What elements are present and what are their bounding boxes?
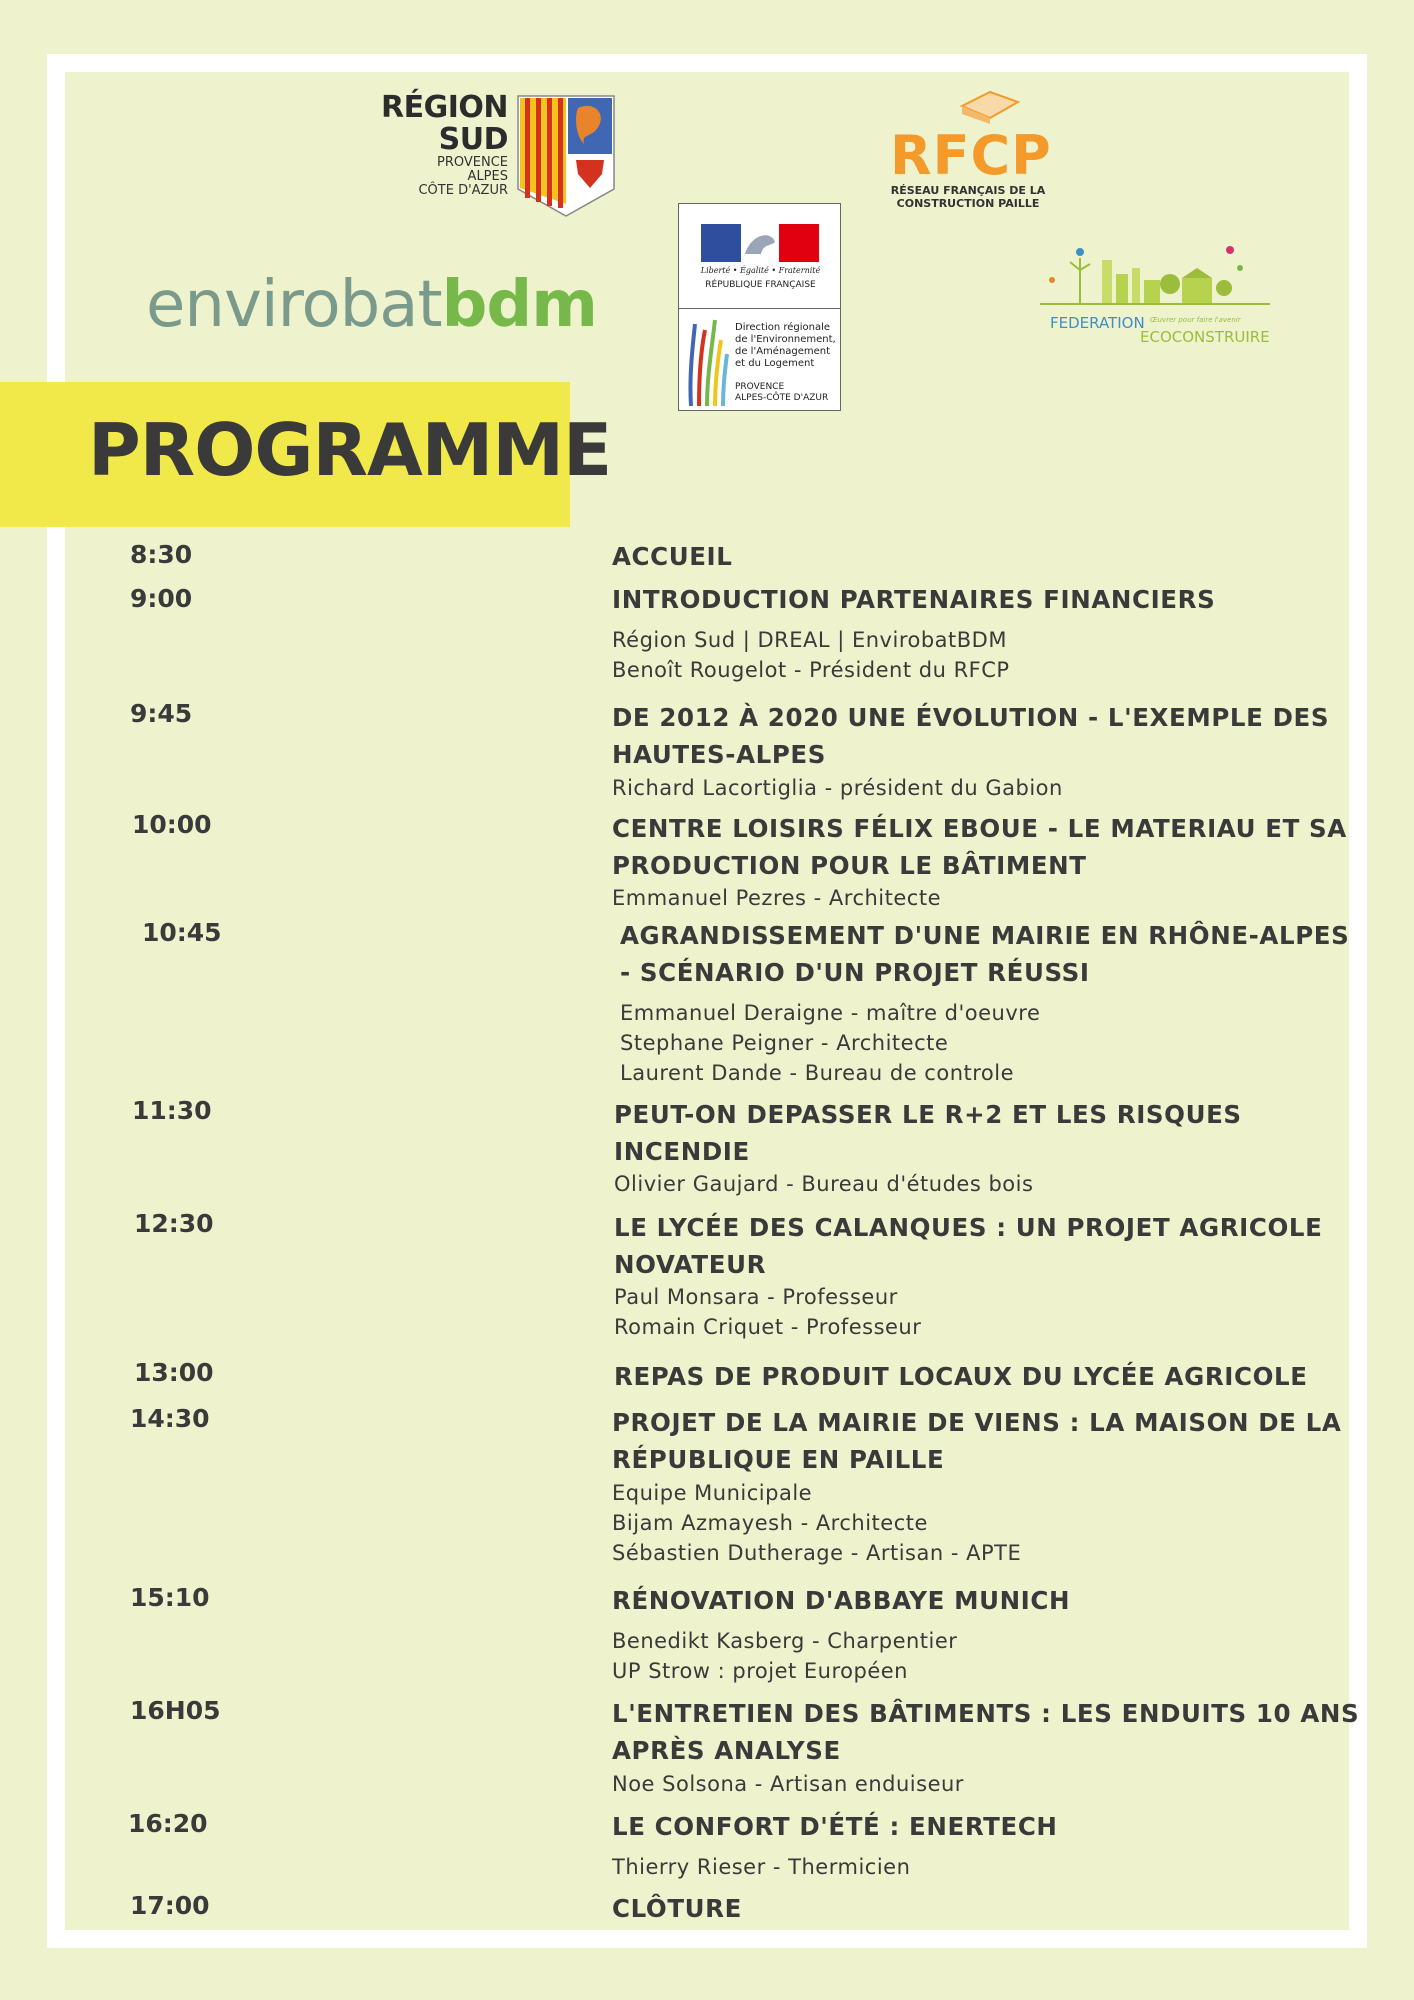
session-title: INCENDIE <box>614 1137 750 1166</box>
session-title: - SCÉNARIO D'UN PROJET RÉUSSI <box>620 958 1090 987</box>
session-title: INTRODUCTION PARTENAIRES FINANCIERS <box>612 585 1216 614</box>
programme-title: PROGRAMME <box>88 408 612 492</box>
region-shield-icon <box>516 94 616 218</box>
schedule-time: 13:00 <box>134 1358 214 1387</box>
dreal-province-line2: ALPES-CÔTE D'AZUR <box>735 393 829 403</box>
schedule-time: 16:20 <box>128 1809 208 1838</box>
session-speaker: Emmanuel Pezres - Architecte <box>612 886 941 910</box>
rfcp-acronym: RFCP <box>890 124 1052 187</box>
schedule-time: 15:10 <box>130 1583 210 1612</box>
session-speaker: Equipe Municipale <box>612 1481 813 1505</box>
dreal-province <box>735 382 839 404</box>
session-speaker: Sébastien Dutherage - Artisan - APTE <box>612 1541 1022 1565</box>
session-title: RÉPUBLIQUE EN PAILLE <box>612 1445 945 1474</box>
dreal-province-line1: PROVENCE <box>735 382 785 392</box>
rfcp-subtitle <box>888 184 1048 210</box>
bdm-wordmark: bdm <box>441 268 597 342</box>
session-title: PRODUCTION POUR LE BÂTIMENT <box>612 851 1087 880</box>
session-speaker: Romain Criquet - Professeur <box>614 1315 922 1339</box>
session-speaker: Richard Lacortiglia - président du Gabion <box>612 776 1063 800</box>
dreal-stripes-icon <box>685 314 729 406</box>
republique-motto: Liberté • Égalité • Fraternité <box>700 266 821 275</box>
schedule-time: 17:00 <box>130 1891 210 1920</box>
session-title: L'ENTRETIEN DES BÂTIMENTS : LES ENDUITS 10 ANS <box>612 1699 1360 1728</box>
rfcp-subtitle-line1: RÉSEAU FRANÇAIS DE LA <box>890 184 1046 197</box>
session-speaker: Bijam Azmayesh - Architecte <box>612 1511 928 1535</box>
dreal-logo <box>678 203 841 411</box>
session-title: PROJET DE LA MAIRIE DE VIENS : LA MAISON DE LA <box>612 1408 1342 1437</box>
eco-ecoconstruire-label: ECOCONSTRUIRE <box>1140 328 1270 346</box>
schedule-time: 11:30 <box>132 1096 212 1125</box>
envirobat-bdm-logo <box>146 268 597 342</box>
schedule-time: 10:45 <box>142 918 222 947</box>
session-speaker: Paul Monsara - Professeur <box>614 1285 898 1309</box>
session-speaker: Thierry Rieser - Thermicien <box>612 1855 911 1879</box>
session-speaker: Benedikt Kasberg - Charpentier <box>612 1629 958 1653</box>
session-speaker: Emmanuel Deraigne - maître d'oeuvre <box>620 1001 1041 1025</box>
logo-divider <box>679 308 840 309</box>
schedule-time: 16H05 <box>130 1696 221 1725</box>
eco-tagline: Œuvrer pour faire l'avenir <box>1150 316 1241 324</box>
eco-federation-label: FEDERATION <box>1050 314 1145 332</box>
session-title: CLÔTURE <box>612 1894 742 1923</box>
programme-banner <box>0 382 612 527</box>
session-title: ACCUEIL <box>612 542 733 571</box>
schedule-time: 10:00 <box>132 810 212 839</box>
dreal-direction: Direction régionale de l'Environnement, de l'Aménagement et du Logement <box>735 322 836 369</box>
session-speaker: Laurent Dande - Bureau de controle <box>620 1061 1015 1085</box>
session-title: APRÈS ANALYSE <box>612 1736 841 1765</box>
schedule-time: 12:30 <box>134 1209 214 1238</box>
session-title: DE 2012 À 2020 UNE ÉVOLUTION - L'EXEMPLE DES <box>612 703 1330 732</box>
session-speaker: Noe Solsona - Artisan enduiseur <box>612 1772 964 1796</box>
rfcp-logo <box>880 88 1050 208</box>
region-name-line2: SUD <box>438 122 508 157</box>
marianne-flag-icon <box>701 224 819 262</box>
session-title: HAUTES-ALPES <box>612 740 826 769</box>
region-sub3: CÔTE D'AZUR <box>418 183 508 198</box>
region-sud-logo-text <box>368 92 508 198</box>
region-sub1: PROVENCE <box>437 155 508 170</box>
session-title: REPAS DE PRODUIT LOCAUX DU LYCÉE AGRICOLE <box>614 1362 1308 1391</box>
session-title: LE CONFORT D'ÉTÉ : ENERTECH <box>612 1812 1058 1841</box>
session-speaker: Benoît Rougelot - Président du RFCP <box>612 658 1010 682</box>
session-title: PEUT-ON DEPASSER LE R+2 ET LES RISQUES <box>614 1100 1242 1129</box>
session-speaker: UP Strow : projet Européen <box>612 1659 908 1683</box>
session-title: RÉNOVATION D'ABBAYE MUNICH <box>612 1586 1071 1615</box>
session-title: LE LYCÉE DES CALANQUES : UN PROJET AGRICOLE <box>614 1213 1323 1242</box>
region-sub2: ALPES <box>467 169 508 184</box>
session-title: AGRANDISSEMENT D'UNE MAIRIE EN RHÔNE-ALPES <box>620 921 1350 950</box>
schedule-time: 14:30 <box>130 1404 210 1433</box>
republique-name: RÉPUBLIQUE FRANÇAISE <box>705 280 816 290</box>
session-speaker: Olivier Gaujard - Bureau d'études bois <box>614 1172 1034 1196</box>
session-title: NOVATEUR <box>614 1250 767 1279</box>
schedule-time: 8:30 <box>130 540 193 569</box>
region-name-line1: RÉGION <box>381 90 508 125</box>
session-speaker: Stephane Peigner - Architecte <box>620 1031 949 1055</box>
session-title: CENTRE LOISIRS FÉLIX EBOUE - LE MATERIAU ET SA <box>612 814 1347 843</box>
rfcp-subtitle-line2: CONSTRUCTION PAILLE <box>896 197 1040 210</box>
schedule-time: 9:00 <box>130 584 193 613</box>
session-speaker: Région Sud | DREAL | EnvirobatBDM <box>612 628 1007 652</box>
schedule-time: 9:45 <box>130 699 193 728</box>
ecoconstruire-logo <box>1040 240 1270 350</box>
straw-bale-icon <box>960 88 1020 124</box>
envirobat-wordmark: envirobat <box>146 268 442 342</box>
